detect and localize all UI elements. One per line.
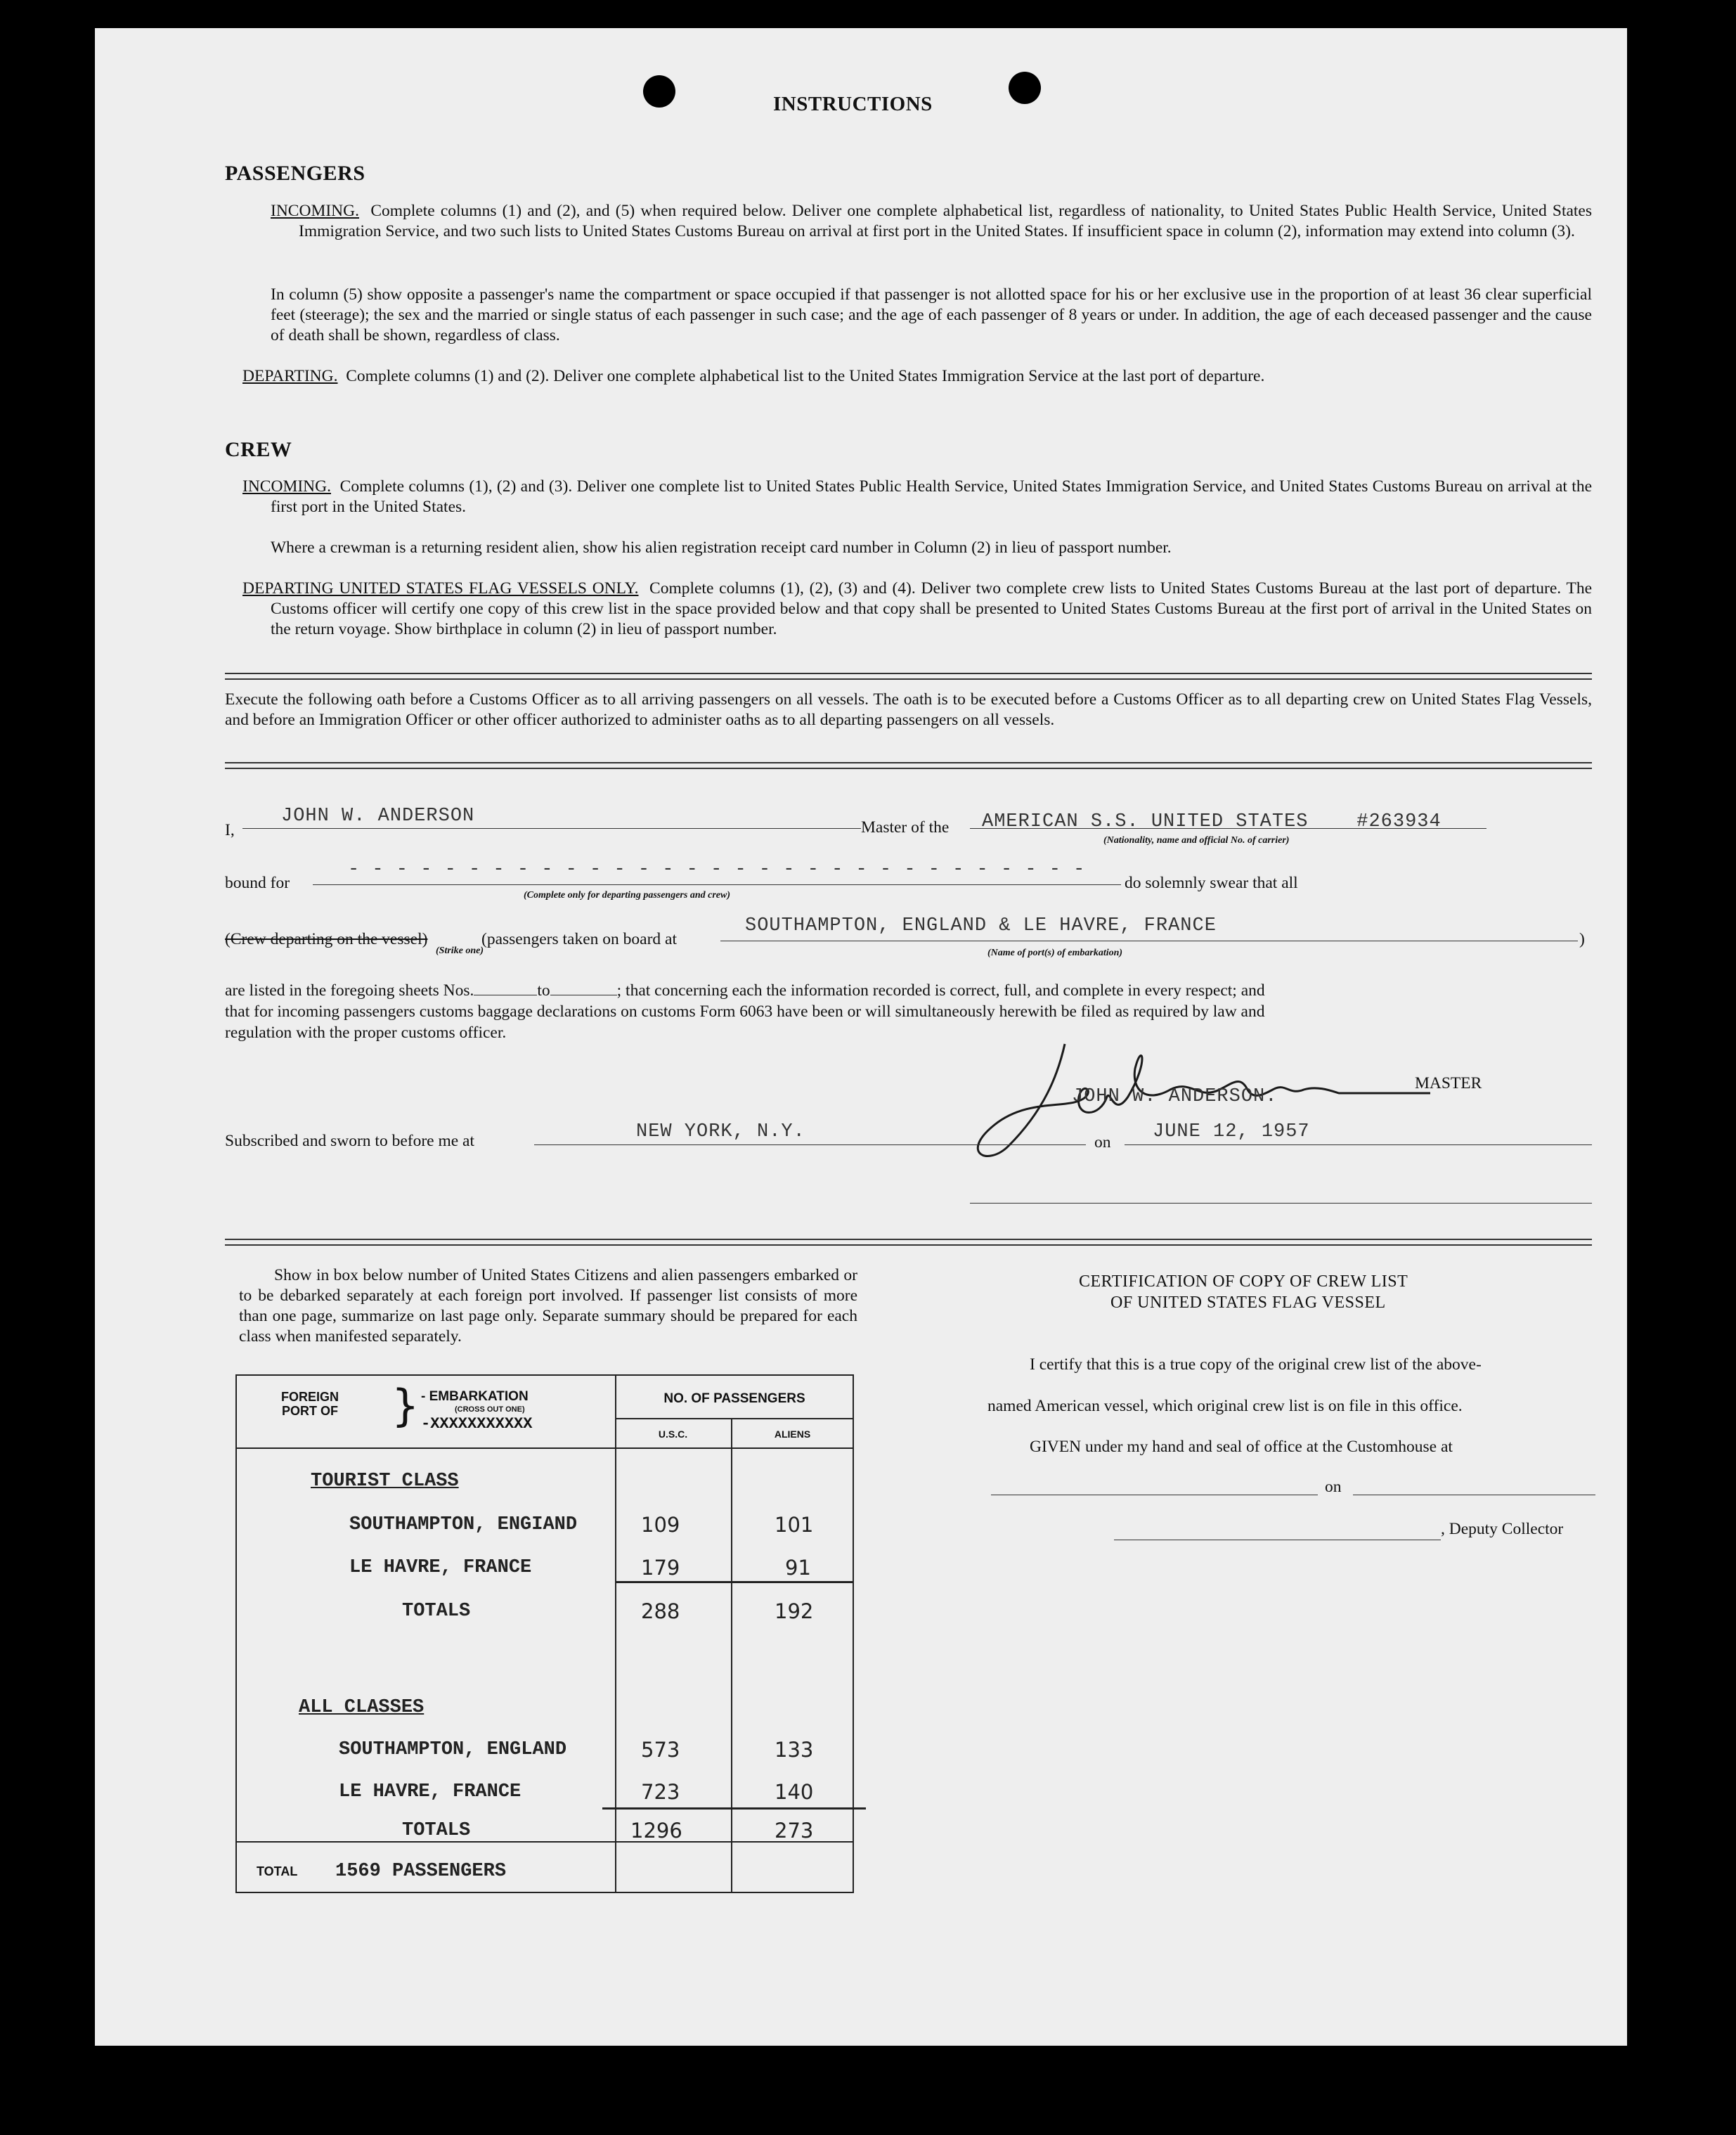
crew-departing-text: Complete columns (1), (2), (3) and (4). Deliver two complete crew lists to United States Customs Bureau at the last port of departure. The Customs officer will certify one copy of this crew list in the space provided below and that copy shall be presented to United States Customs Bureau at the first port of arrival in the United States on the return voyage. Show birthplace in column (2) in lieu of passport number.	[271, 579, 1592, 638]
ports-value: SOUTHAMPTON, ENGLAND & LE HAVRE, FRANCE	[745, 915, 1217, 936]
grand-total-value: 1569 PASSENGERS	[335, 1861, 507, 1882]
officer-signature-field	[970, 1183, 1592, 1204]
table-total-line	[237, 1841, 853, 1843]
tourist-totals-label: TOTALS	[402, 1601, 471, 1622]
sworn-place-field	[534, 1125, 1086, 1145]
table-vline-1	[615, 1376, 616, 1892]
ports-caption: (Name of port(s) of embarkation)	[987, 948, 1123, 958]
tourist-class-label: TOURIST CLASS	[311, 1471, 459, 1492]
tourist-sum-line	[615, 1581, 854, 1583]
punch-hole-right	[1009, 72, 1041, 104]
page-title: INSTRUCTIONS	[773, 93, 933, 115]
passengers-departing-text: Complete columns (1) and (2). Deliver one complete alphabetical list to the United States Immigration Service at the last port of departure.	[346, 367, 1265, 385]
master-of-label: Master of the	[861, 818, 950, 837]
certification-line-3: GIVEN under my hand and seal of office at the Customhouse at	[1030, 1438, 1453, 1456]
tourist-row-1-port: SOUTHAMPTON, ENGIAND	[349, 1514, 578, 1535]
sworn-place-value: NEW YORK, N.Y.	[636, 1121, 805, 1142]
foreign-port-label: FOREIGN PORT OF	[280, 1390, 339, 1418]
passengers-departing-paragraph	[242, 366, 1592, 387]
summary-table	[235, 1374, 854, 1893]
strike-one-caption: (Strike one)	[436, 946, 484, 956]
vessel-value: AMERICAN S.S. UNITED STATES #263934	[982, 811, 1442, 832]
all-row-1-usc: 573	[641, 1738, 680, 1762]
oath-i-label: I,	[225, 821, 235, 839]
deputy-collector-label: , Deputy Collector	[1441, 1520, 1564, 1538]
crew-departing-label: DEPARTING UNITED STATES FLAG VESSELS ONLY.	[242, 579, 639, 598]
sworn-on-label: on	[1094, 1133, 1111, 1152]
passengers-incoming-text: Complete columns (1) and (2), and (5) when required below. Deliver one complete alphabetical list, regardless of nationality, to United States Public Health Service, United States Immigration Service, and two such lists to United States Customs Bureau on arrival at first port in the United States. If insufficient space in column (2), information may extend into column (3).	[299, 202, 1593, 240]
strike-one-text: (Crew departing on the vessel)	[225, 930, 428, 948]
all-row-2-port: LE HAVRE, FRANCE	[339, 1781, 522, 1802]
summary-instructions: Show in box below number of United States Citizens and alien passengers embarked or to be debarked separately at each foreign port involved. If passenger list consists of more than one page, summarize on last page only. Separate summary should be prepared for each class when manifested separately.	[239, 1266, 857, 1346]
bound-for-label: bound for	[225, 874, 290, 892]
divider-2	[225, 762, 1592, 769]
crew-incoming-paragraph	[242, 477, 1592, 517]
deputy-collector-field	[1114, 1520, 1441, 1540]
close-paren: )	[1579, 930, 1585, 948]
all-totals-label: TOTALS	[402, 1820, 471, 1841]
customhouse-field	[991, 1475, 1318, 1495]
punch-hole-left	[643, 75, 675, 108]
all-totals-aliens: 273	[775, 1819, 814, 1843]
master-name-value: JOHN W. ANDERSON	[281, 806, 475, 827]
sworn-date-value: JUNE 12, 1957	[1153, 1121, 1310, 1142]
subscribed-label: Subscribed and sworn to before me at	[225, 1132, 475, 1150]
all-sum-line	[602, 1807, 866, 1810]
master-typed-name: JOHN W. ANDERSON.	[1072, 1086, 1278, 1107]
passengers-incoming-label: INCOMING.	[271, 202, 359, 220]
passengers-departing-label: DEPARTING.	[242, 367, 338, 385]
listed-to-label: to	[537, 981, 550, 1000]
tourist-totals-aliens: 192	[775, 1599, 814, 1623]
divider-1	[225, 673, 1592, 680]
passengers-column5-paragraph: In column (5) show opposite a passenger's name the compartment or space occupied if that passenger is not allotted space for his or her exclusive use in the proportion of at least 36 clear superficial feet (steerage); the sex and the married or single status of each passenger in such case; and the age of each passenger of 8 years or under. In addition, the age of each deceased passenger and the cause of death shall be shown, regardless of class.	[271, 285, 1592, 344]
certification-on-label: on	[1325, 1478, 1342, 1496]
debarkation-struck: -XXXXXXXXXXX	[421, 1415, 533, 1433]
certification-line-1: I certify that this is a true copy of the original crew list of the above-	[1030, 1355, 1482, 1374]
all-row-1-port: SOUTHAMPTON, ENGLAND	[339, 1739, 567, 1760]
crew-departing-paragraph	[242, 579, 1592, 640]
bound-for-value: - - - - - - - - - - - - - - - - - - - - - - - - - - - - - - -	[348, 859, 1086, 880]
crew-incoming-text: Complete columns (1), (2) and (3). Deliver one complete list to United States Public Health Service, United States Immigration Service, and United States Customs Bureau on arrival at the first port in the United States.	[271, 477, 1593, 516]
tourist-row-1-usc: 109	[641, 1513, 680, 1537]
listed-line-3: regulation with the proper customs officer.	[225, 1024, 507, 1042]
all-classes-label: ALL CLASSES	[299, 1697, 425, 1718]
embarkation-label: - EMBARKATION	[421, 1389, 529, 1404]
oath-intro-paragraph: Execute the following oath before a Customs Officer as to all arriving passengers on all vessels. The oath is to be executed before a Customs Officer as to all departing crew on United States Flag Vessels, and before an Immigration Officer or other officer authorized to administer oaths as to all departing passengers on all vessels.	[225, 690, 1592, 729]
all-totals-usc: 1296	[630, 1819, 682, 1843]
passengers-incoming-paragraph	[271, 201, 1592, 242]
crew-heading: CREW	[225, 438, 292, 461]
certification-title-1: CERTIFICATION OF COPY OF CREW LIST	[1079, 1272, 1408, 1291]
certification-line-2: named American vessel, which original crew list is on file in this office.	[987, 1397, 1463, 1415]
certification-title-2: OF UNITED STATES FLAG VESSEL	[1110, 1294, 1386, 1312]
cross-out-label: (CROSS OUT ONE)	[455, 1405, 525, 1414]
crew-incoming-label: INCOMING.	[242, 477, 331, 496]
passengers-heading: PASSENGERS	[225, 162, 365, 185]
table-vline-2	[731, 1418, 732, 1892]
crew-resident-paragraph: Where a crewman is a returning resident alien, show his alien registration receipt card number in Column (2) in lieu of passport number.	[271, 538, 1172, 557]
master-label: MASTER	[1415, 1074, 1482, 1092]
tourist-row-2-aliens: 91	[785, 1556, 811, 1580]
divider-3	[225, 1239, 1592, 1246]
swear-label: do solemnly swear that all	[1125, 874, 1298, 892]
table-subheader-line	[615, 1418, 854, 1419]
all-row-2-aliens: 140	[775, 1780, 814, 1804]
passengers-taken-label: (passengers taken on board at	[481, 930, 677, 948]
bound-for-caption: (Complete only for departing passengers and crew)	[524, 890, 730, 901]
all-row-1-aliens: 133	[775, 1738, 814, 1762]
document-page	[95, 28, 1627, 2046]
usc-column-header: U.S.C.	[658, 1428, 688, 1440]
table-header-bottom	[237, 1447, 853, 1449]
listed-line-1	[225, 981, 1592, 1000]
brace-icon: }	[391, 1380, 420, 1431]
tourist-row-2-usc: 179	[641, 1556, 680, 1580]
tourist-row-1-aliens: 101	[775, 1513, 814, 1537]
tourist-totals-usc: 288	[641, 1599, 680, 1623]
aliens-column-header: ALIENS	[774, 1428, 811, 1440]
all-row-2-usc: 723	[641, 1780, 680, 1804]
listed-text-b: ; that concerning each the information recorded is correct, full, and complete in every respect; and	[616, 981, 1265, 1000]
no-of-passengers-header: NO. OF PASSENGERS	[663, 1391, 805, 1406]
certification-date-field	[1353, 1475, 1595, 1495]
vessel-caption: (Nationality, name and official No. of carrier)	[1103, 835, 1290, 846]
listed-line-2: that for incoming passengers customs baggage declarations on customs Form 6063 have been or will simultaneously herewith be filed as required by law and	[225, 1002, 1265, 1021]
grand-total-label: TOTAL	[257, 1864, 298, 1878]
listed-text-a: are listed in the foregoing sheets Nos.	[225, 981, 474, 1000]
tourist-row-2-port: LE HAVRE, FRANCE	[349, 1557, 532, 1578]
